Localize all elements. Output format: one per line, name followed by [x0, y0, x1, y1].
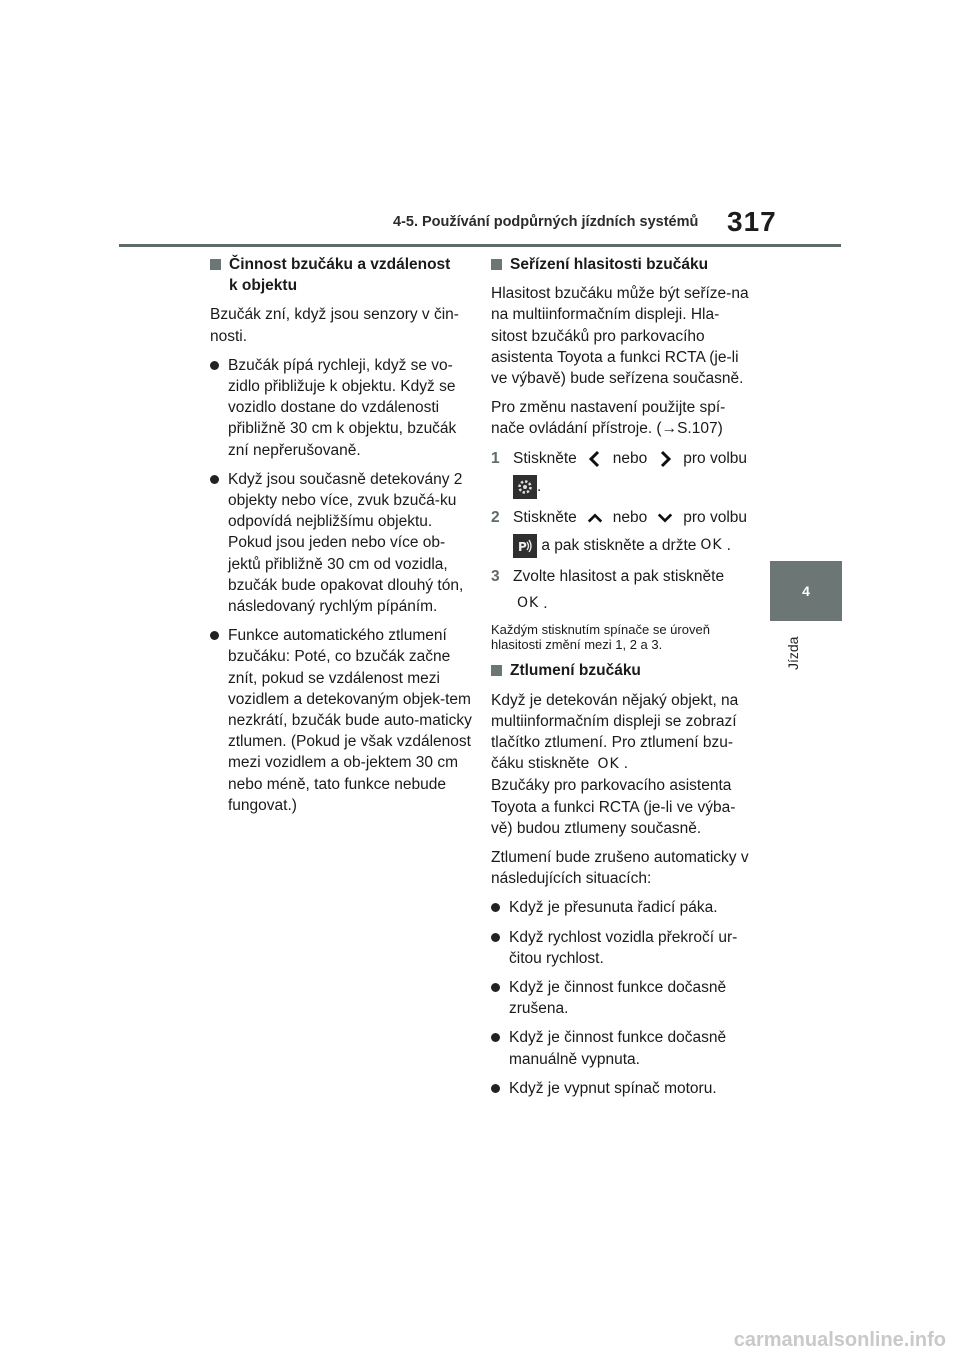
- section-title-buzzer-operation: [210, 254, 472, 296]
- list-item: [210, 469, 472, 617]
- mute-para2: Ztlumení bude zrušeno automaticky v následujících situacích:: [491, 849, 749, 888]
- list-item-text: Funkce automatického ztlumení bzučáku: Poté, co bzučák začne znít, pokud se vzdálenost mezi vozidlem a detekovaným objek-tem nezkrátí, bzučák bude auto-maticky ztlumen. (Pokud je však vzdálenost mezi vozidlem a ob-jektem 30 cm nebo méně, tato funkce nebude fungovat.): [228, 627, 472, 814]
- step-sub: [513, 534, 753, 558]
- list-item: [491, 927, 753, 969]
- list-item-text: Když je činnost funkce dočasně zrušena.: [509, 979, 727, 1018]
- list-item-text: Když rychlost vozidla překročí ur-čitou rychlost.: [509, 928, 738, 967]
- bullet-dot-icon: [210, 475, 219, 484]
- step-text: pro volbu: [683, 449, 748, 467]
- bullet-dot-icon: [210, 631, 219, 640]
- step-text: .: [537, 478, 542, 496]
- list-item: [491, 1027, 753, 1069]
- reference-arrow-icon: →: [661, 420, 678, 438]
- list-item: [210, 355, 472, 461]
- list-item-text: Když je činnost funkce dočasně manuálně vypnuta.: [509, 1029, 727, 1068]
- list-item-text: Bzučák pípá rychleji, když se vo-zidlo přibližuje k objektu. Když se vozidlo dostane do vzdálenosti přibližně 30 cm k objektu, bzučák zní nepřerušovaně.: [228, 356, 457, 459]
- section-title-line1: Činnost bzučáku a vzdálenost: [229, 256, 451, 273]
- step-sub: [513, 475, 753, 499]
- volume-para2-prefix: Pro změnu nastavení použijte spí-nače ovládání přístroje. (: [491, 399, 726, 438]
- watermark: carmanualsonline.info: [733, 1329, 946, 1351]
- chevron-up-icon: [587, 509, 603, 527]
- section-title-mute: [491, 660, 753, 681]
- header-section-title: 4-5. Používání podpůrných jízdních systémů: [393, 214, 699, 230]
- section-intro: Bzučák zní, když jsou senzory v čin-nosti.: [210, 306, 459, 345]
- bullet-dot-icon: [491, 1084, 500, 1093]
- mute-para1-end: .: [623, 755, 629, 773]
- chevron-down-icon: [657, 509, 673, 527]
- left-column: [210, 254, 472, 824]
- list-item: [491, 1078, 753, 1099]
- list-item-text: Když je přesunuta řadicí páka.: [509, 899, 718, 917]
- right-column: [491, 254, 753, 1107]
- step-3: [491, 566, 753, 614]
- volume-note: Každým stisknutím spínače se úroveň hlasitosti změní mezi 1, 2 a 3.: [491, 622, 710, 653]
- section-title-volume-adjust: [491, 254, 753, 275]
- ok-button-icon: OK: [597, 756, 620, 773]
- step-number: 1: [491, 449, 500, 467]
- chevron-right-icon: [657, 450, 673, 468]
- list-item: [491, 897, 753, 918]
- step-text: .: [726, 537, 731, 555]
- settings-gear-icon: [513, 475, 537, 499]
- step-1: [491, 448, 753, 499]
- section-title-text: Seřízení hlasitosti bzučáku: [510, 256, 709, 273]
- chapter-label: [782, 632, 812, 682]
- step-text: a pak stiskněte a držte: [541, 537, 697, 555]
- bullet-dot-icon: [491, 903, 500, 912]
- step-number: 2: [491, 508, 500, 526]
- svg-text:P: P: [518, 540, 527, 555]
- page-number: 317: [727, 206, 777, 237]
- volume-para2: [491, 397, 753, 439]
- step-text: nebo: [612, 508, 648, 526]
- list-item-text: Když jsou současně detekovány 2 objekty nebo více, zvuk bzučá-ku odpovídá nejbližšímu objektu. Pokud jsou jeden nebo více ob-jektů přibližně 30 cm od vozidla, bzučák bude opakovat dlouhý tón, následovaný rychlým pípáním.: [228, 470, 464, 616]
- chevron-left-icon: [587, 450, 603, 468]
- header-rule: [119, 244, 841, 247]
- parking-sensor-icon: [513, 534, 537, 558]
- section-title-text: Ztlumení bzučáku: [510, 662, 641, 680]
- chapter-label-text: Jízda: [785, 636, 801, 670]
- chapter-number: 4: [802, 583, 810, 599]
- step-text: pro volbu: [683, 508, 748, 526]
- step-text: Stiskněte: [513, 449, 577, 467]
- list-item: [210, 625, 472, 816]
- mute-para1: [491, 690, 753, 839]
- step-text: Stiskněte: [513, 508, 577, 526]
- mute-para1-text: Když je detekován nějaký objekt, na multiinformačním displeji se zobrazí tlačítko ztlumení. Pro ztlumení bzu-čáku stiskněte: [491, 691, 739, 773]
- chapter-tab[interactable]: [770, 561, 842, 621]
- ok-button-icon: OK: [700, 537, 723, 554]
- bullet-dot-icon: [491, 933, 500, 942]
- step-sub: [513, 593, 753, 614]
- step-text: nebo: [612, 449, 648, 467]
- section-square-icon: [491, 665, 502, 676]
- volume-para1: Hlasitost bzučáku může být seříze-na na multiinformačním displeji. Hla-sitost bzučáků pro parkovacího asistenta Toyota a funkci RCTA (je-li ve výbavě) bude seřízena současně.: [491, 285, 749, 388]
- bullet-dot-icon: [491, 1033, 500, 1042]
- step-text: Zvolte hlasitost a pak stiskněte: [513, 568, 725, 586]
- ok-button-icon: OK: [517, 595, 540, 612]
- bullet-dot-icon: [210, 361, 219, 370]
- mute-para1-text-b: Bzučáky pro parkovacího asistenta Toyota a funkci RCTA (je-li ve výba-vě) budou ztlumeny současně.: [491, 777, 736, 837]
- section-square-icon: [210, 259, 221, 270]
- step-number: 3: [491, 568, 500, 586]
- bullet-dot-icon: [491, 983, 500, 992]
- page-reference-link[interactable]: S.107): [677, 420, 723, 438]
- step-text: .: [543, 595, 548, 613]
- section-square-icon: [491, 259, 502, 270]
- list-item: [491, 977, 753, 1019]
- list-item-text: Když je vypnut spínač motoru.: [509, 1079, 717, 1097]
- step-2: [491, 507, 753, 558]
- section-title-line2: k objektu: [229, 277, 298, 295]
